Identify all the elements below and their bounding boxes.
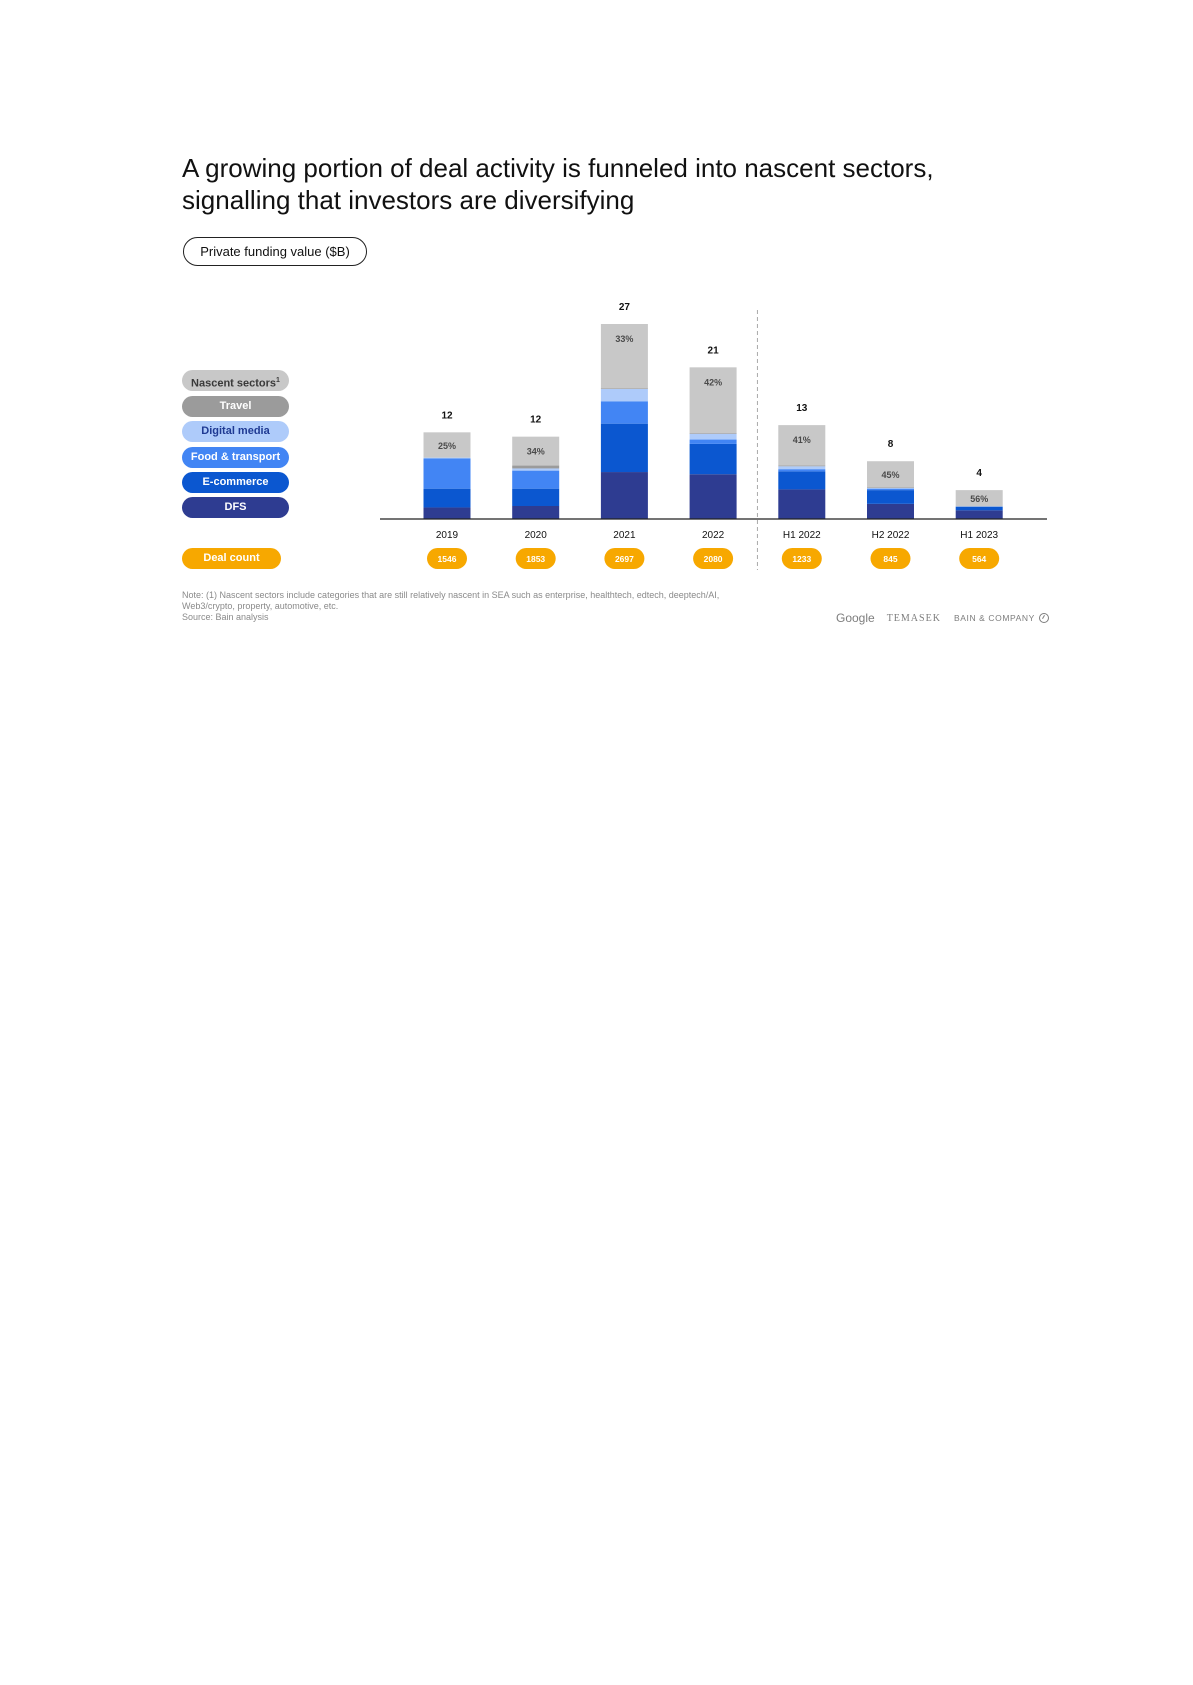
legend-food-transport: Food & transport bbox=[182, 447, 289, 468]
bar-segment-dfs bbox=[512, 506, 559, 519]
bar-segment-ecommerce bbox=[867, 490, 914, 504]
bar-segment-digital_media bbox=[690, 434, 737, 440]
bar-segment-ecommerce bbox=[690, 444, 737, 474]
stacked-bar-chart bbox=[0, 0, 1193, 620]
x-tick-label: 2021 bbox=[613, 530, 636, 541]
bar-segment-dfs bbox=[690, 474, 737, 519]
bar-segment-ecommerce bbox=[512, 489, 559, 506]
chart-title-line-1: A growing portion of deal activity is funneled into nascent sectors, bbox=[182, 153, 934, 183]
bar-segment-digital_media bbox=[512, 468, 559, 470]
bar-segment-dfs bbox=[956, 510, 1003, 519]
x-tick-label: H2 2022 bbox=[871, 530, 910, 541]
x-tick-label: 2019 bbox=[435, 530, 459, 541]
legend-travel: Travel bbox=[182, 396, 289, 417]
deal-count-value: 564 bbox=[972, 554, 987, 564]
bar-total-label: 12 bbox=[530, 414, 542, 426]
deal-count-legend: Deal count bbox=[182, 548, 281, 569]
bar-segment-dfs bbox=[867, 504, 914, 519]
note-line-2: Web3/crypto, property, automotive, etc. bbox=[182, 601, 339, 611]
bar-total-label: 12 bbox=[441, 410, 453, 422]
chart-title-line-2: signalling that investors are diversifying bbox=[182, 185, 635, 215]
legend-digital-media: Digital media bbox=[182, 421, 289, 442]
bar-segment-ecommerce bbox=[424, 489, 471, 508]
deal-count-value: 2697 bbox=[614, 554, 634, 564]
google-logo: Google bbox=[836, 611, 875, 625]
bar-total-label: 4 bbox=[976, 468, 982, 480]
note-line-1: Note: (1) Nascent sectors include categories that are still relatively nascent in SEA such as enterprise, healthtech, edtech, deeptech/AI, bbox=[182, 590, 720, 600]
bar-segment-travel bbox=[778, 466, 825, 467]
deal-count-value: 1233 bbox=[792, 554, 812, 564]
bar-segment-travel bbox=[601, 388, 648, 389]
legend-nascent-label: Nascent sectors bbox=[191, 377, 277, 390]
bar-segment-ecommerce bbox=[956, 507, 1003, 511]
bar-total-label: 13 bbox=[796, 403, 808, 415]
source-line: Source: Bain analysis bbox=[182, 612, 269, 622]
bar-segment-ecommerce bbox=[778, 471, 825, 489]
bar-segment-ecommerce bbox=[601, 424, 648, 472]
x-tick-label: H1 2023 bbox=[960, 530, 999, 541]
nascent-share-label: 34% bbox=[526, 446, 545, 457]
bar-total-label: 8 bbox=[887, 439, 894, 451]
bar-total-label: 27 bbox=[618, 302, 630, 313]
bain-mark-icon bbox=[1039, 613, 1049, 623]
deal-count-value: 1546 bbox=[437, 554, 457, 564]
x-tick-label: 2020 bbox=[524, 530, 547, 541]
deal-count-value: 845 bbox=[883, 554, 898, 564]
deal-count-value: 2080 bbox=[703, 554, 723, 564]
footnote-marker: 1 bbox=[276, 377, 280, 384]
bar-segment-dfs bbox=[424, 507, 471, 519]
bar-segment-nascent bbox=[778, 425, 825, 465]
x-tick-label: 2022 bbox=[701, 530, 725, 541]
legend-dfs: DFS bbox=[182, 497, 289, 518]
bar-segment-food_transport bbox=[778, 469, 825, 471]
bar-segment-travel bbox=[690, 433, 737, 434]
bar-segment-dfs bbox=[778, 489, 825, 519]
bar-segment-food_transport bbox=[867, 489, 914, 490]
bar-segment-food_transport bbox=[512, 471, 559, 489]
bain-logo: BAIN & COMPANY bbox=[953, 613, 1035, 623]
bar-segment-travel bbox=[512, 466, 559, 469]
bar-segment-food_transport bbox=[601, 401, 648, 423]
nascent-share-label: 42% bbox=[704, 377, 723, 388]
bar-segment-digital_media bbox=[867, 488, 914, 489]
unit-label-pill: Private funding value ($B) bbox=[183, 237, 367, 266]
bar-segment-digital_media bbox=[601, 389, 648, 401]
nascent-share-label: 33% bbox=[615, 334, 634, 344]
nascent-share-label: 56% bbox=[970, 494, 989, 505]
deal-count-value: 1853 bbox=[526, 554, 546, 564]
nascent-share-label: 41% bbox=[792, 435, 811, 446]
chart-notes bbox=[182, 590, 782, 623]
bar-segment-dfs bbox=[601, 472, 648, 519]
temasek-logo: TEMASEK bbox=[886, 612, 941, 624]
bar-segment-travel bbox=[867, 487, 914, 488]
bar-segment-food_transport bbox=[424, 458, 471, 488]
bar-segment-food_transport bbox=[690, 440, 737, 444]
x-tick-label: H1 2022 bbox=[782, 530, 821, 541]
nascent-share-label: 45% bbox=[881, 470, 900, 481]
bar-total-label: 21 bbox=[707, 345, 719, 357]
legend-ecommerce: E-commerce bbox=[182, 472, 289, 493]
bar-segment-digital_media bbox=[778, 466, 825, 469]
partner-logos bbox=[836, 610, 1049, 626]
bar-segment-digital_media bbox=[424, 458, 471, 459]
nascent-share-label: 25% bbox=[437, 440, 457, 451]
